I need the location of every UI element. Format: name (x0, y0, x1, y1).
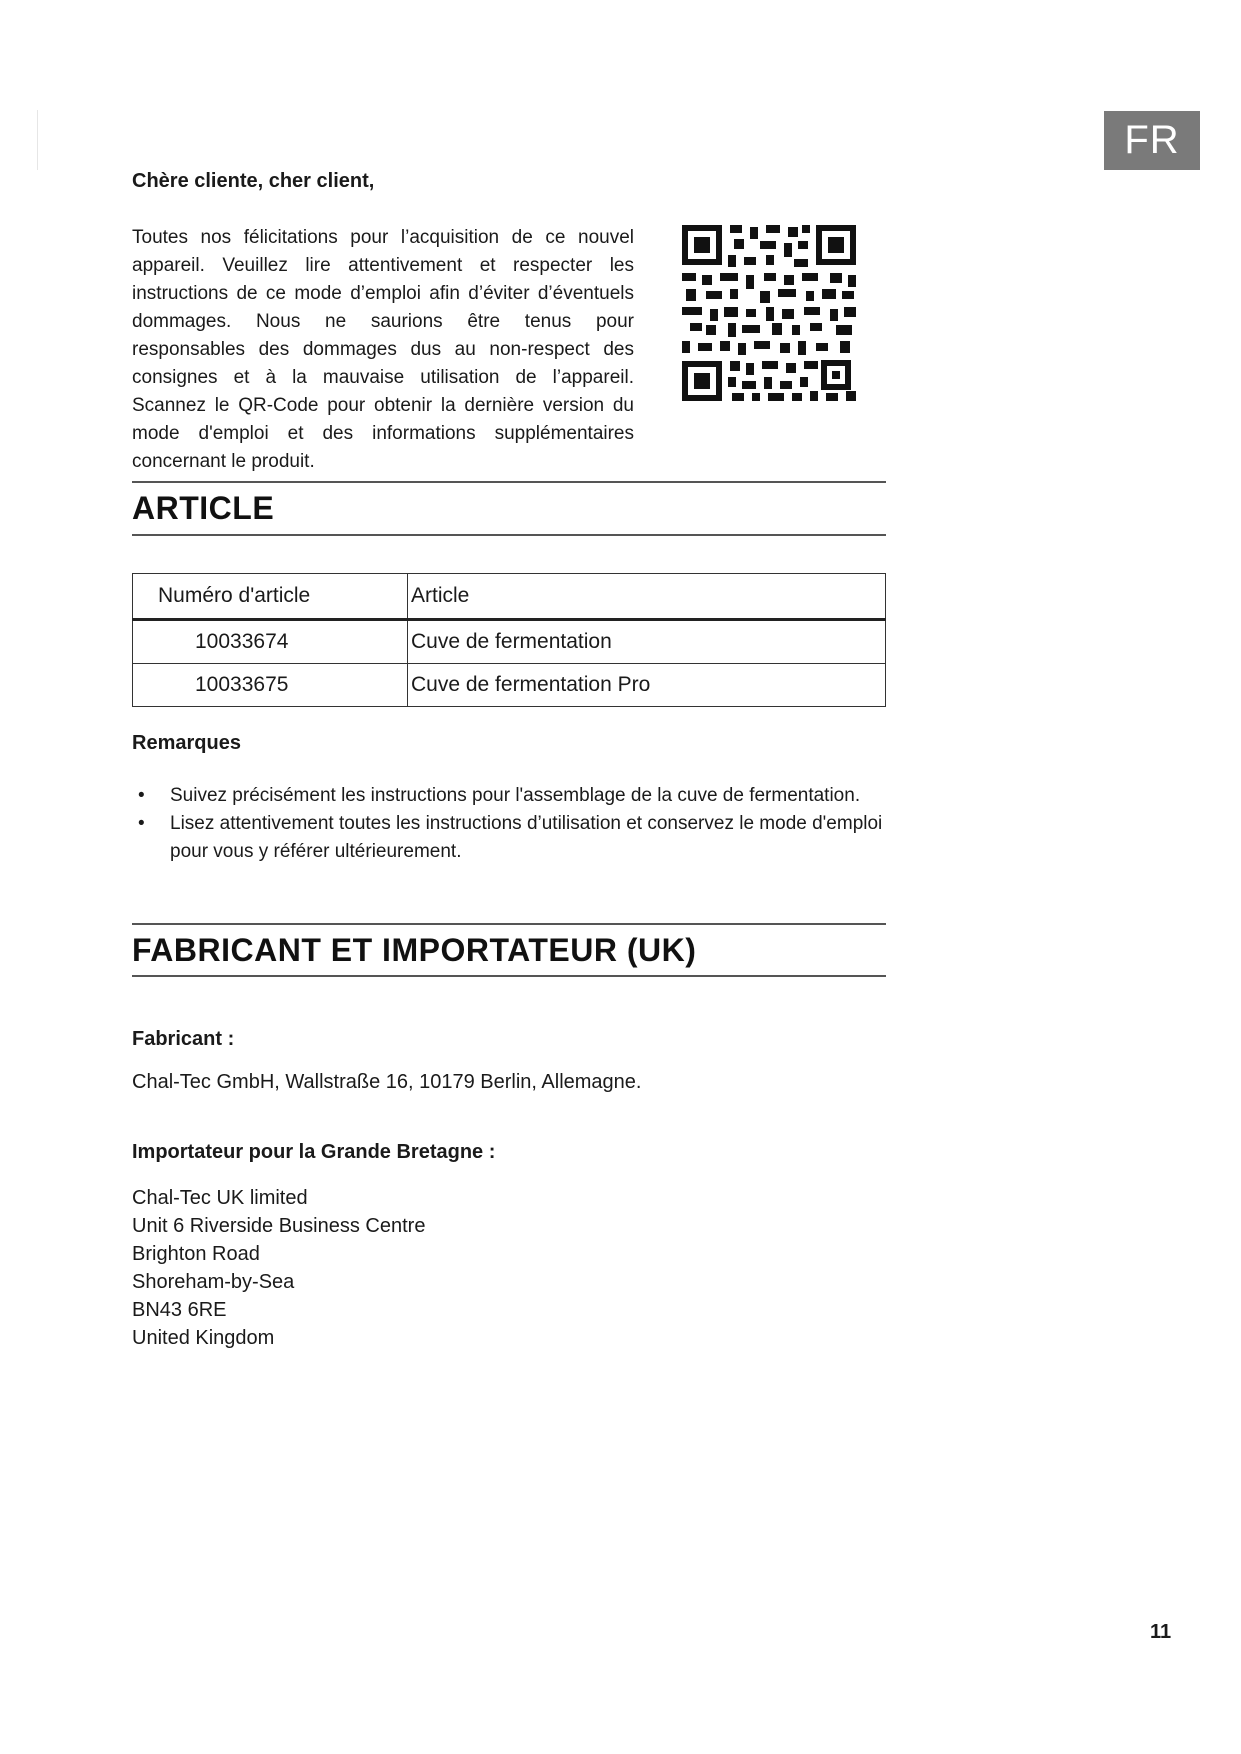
table-cell: 10033674 (133, 620, 408, 664)
language-tab: FR (1104, 111, 1200, 170)
manufacturer-heading: FABRICANT ET IMPORTATEUR (UK) (132, 931, 697, 968)
address-line: Chal-Tec UK limited (132, 1187, 308, 1209)
address-line: Unit 6 Riverside Business Centre (132, 1215, 426, 1237)
address-line: United Kingdom (132, 1327, 275, 1349)
page-number: 11 (1150, 1621, 1172, 1643)
qr-code-icon (680, 223, 858, 403)
article-heading: ARTICLE (132, 490, 275, 526)
table-cell: Cuve de fermentation (408, 620, 886, 664)
list-item: • Lisez attentivement toutes les instructions d’utilisation et conservez le mode d'emploi pour vous y référer ultérieurement. (132, 810, 892, 866)
remarks-title: Remarques (132, 732, 241, 754)
article-section-heading (132, 481, 886, 536)
address-line: Brighton Road (132, 1243, 260, 1265)
greeting: Chère cliente, cher client, (132, 170, 375, 192)
address-line: Shoreham-by-Sea (132, 1271, 295, 1293)
importer-label: Importateur pour la Grande Bretagne : (132, 1141, 496, 1163)
table-cell: Cuve de fermentation Pro (408, 664, 886, 707)
address-line: BN43 6RE (132, 1299, 227, 1321)
article-table (132, 573, 886, 707)
table-row (133, 664, 886, 707)
table-header-cell: Article (408, 574, 886, 620)
importer-address (132, 1184, 425, 1352)
page-edge-line (37, 110, 38, 170)
remarks-list (132, 782, 892, 866)
maker-label: Fabricant : (132, 1028, 235, 1050)
list-item: • Suivez précisément les instructions pour l'assemblage de la cuve de fermentation. (132, 782, 892, 810)
manufacturer-section-heading (132, 923, 886, 977)
maker-address: Chal-Tec GmbH, Wallstraße 16, 10179 Berlin, Allemagne. (132, 1071, 642, 1093)
table-row (133, 620, 886, 664)
intro-paragraph: Toutes nos félicitations pour l’acquisition de ce nouvel appareil. Veuillez lire attentivement et respecter les instructions de ce mode d’emploi afin d’éviter d’éventuels dommages. Nous ne saurions être tenus pour responsables des dommages dus au non-respect des consignes et à la mauvaise utilisation de l’appareil. Scannez le QR-Code pour obtenir la dernière version du mode d'emploi et des informations supplémentaires concernant le produit. (132, 227, 634, 472)
table-cell: 10033675 (133, 664, 408, 707)
table-header-cell: Numéro d'article (133, 574, 408, 620)
table-header-row (133, 574, 886, 620)
